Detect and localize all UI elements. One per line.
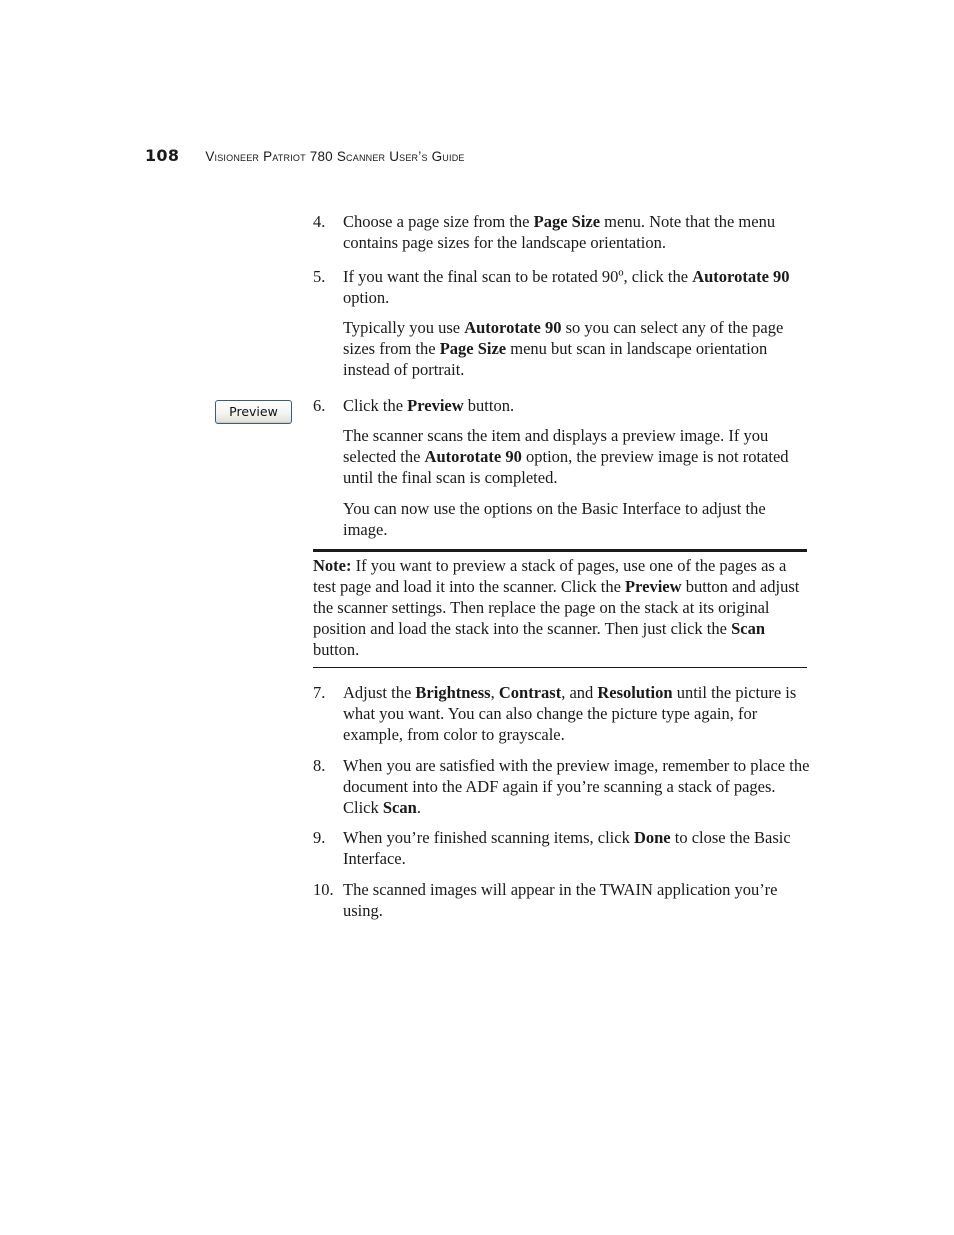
button-name: Scan	[382, 798, 417, 817]
option-name: Autorotate 90	[424, 447, 522, 466]
text-run: menu. Note that the menu contains page sizes for the landscape orientation.	[343, 212, 776, 252]
text-run: Choose a page size from the	[343, 212, 534, 231]
page-header	[145, 146, 465, 166]
list-item-step-8	[313, 755, 813, 818]
button-name: Scan	[731, 619, 765, 638]
option-name: Autorotate 90	[692, 267, 790, 286]
note-label: Note:	[313, 556, 352, 575]
step-number: 4.	[313, 212, 326, 231]
running-head: Visioneer Patriot 780 Scanner User’s Guide	[205, 149, 465, 164]
text-run: button.	[463, 396, 515, 415]
text-run: to close the Basic Interface.	[343, 828, 791, 868]
text-run: If you want to preview a stack of pages, use one of the pages as a test page and load it into the scanner. Click the	[313, 556, 787, 596]
text-run: .	[416, 798, 421, 817]
text-run: When you’re finished scanning items, click	[343, 828, 634, 847]
text-run: button and adjust the scanner settings. Then replace the page on the stack at its original position and load the stack into the scanner. Then just click the	[313, 577, 800, 638]
step-text	[343, 395, 813, 416]
step-6-explanation	[343, 425, 813, 488]
note-box	[313, 549, 807, 668]
step-number: 5.	[313, 267, 326, 286]
list-item-step-10	[313, 879, 813, 921]
menu-name: Page Size	[533, 212, 601, 231]
text-run: When you are satisfied with the preview image, remember to place the document into the ADF again if you’re scanning a stack of pages. Click	[343, 756, 810, 817]
text-run: until the picture is what you want. You can also change the picture type again, for example, from color to grayscale.	[343, 683, 797, 744]
step-number: 7.	[313, 683, 326, 702]
text-run: button.	[313, 640, 360, 659]
step-text	[343, 827, 813, 869]
step-5-explanation	[343, 317, 813, 380]
page-number: 108	[145, 146, 180, 165]
step-text	[343, 879, 813, 921]
step-text	[343, 266, 813, 308]
setting-name: Brightness	[415, 683, 491, 702]
list-item-step-7	[313, 682, 813, 745]
step-text	[343, 682, 813, 745]
setting-name: Contrast	[498, 683, 562, 702]
step-text	[343, 211, 813, 253]
list-item-step-9	[313, 827, 813, 869]
text-run: The scanned images will appear in the TWAIN application you’re using.	[343, 880, 778, 920]
text-run: , and	[561, 683, 598, 702]
step-number: 9.	[313, 828, 326, 847]
list-item-step-5	[313, 266, 813, 308]
step-number: 10.	[313, 880, 334, 899]
option-name: Autorotate 90	[464, 318, 562, 337]
text-run: If you want the final scan to be rotated 90º, click the	[343, 267, 693, 286]
button-name: Preview	[407, 396, 464, 415]
text-run: Typically you use	[343, 318, 465, 337]
text-run: ,	[490, 683, 499, 702]
text-run: menu but scan in landscape orientation instead of portrait.	[343, 339, 768, 379]
text-run: Click the	[343, 396, 408, 415]
step-number: 6.	[313, 396, 326, 415]
button-name: Preview	[625, 577, 682, 596]
text-run: option.	[343, 288, 390, 307]
preview-button[interactable]: Preview	[215, 400, 292, 424]
menu-name: Page Size	[439, 339, 507, 358]
text-run: The scanner scans the item and displays a preview image. If you selected the	[343, 426, 769, 466]
step-text	[343, 755, 813, 818]
text-run: so you can select any of the page sizes from the	[343, 318, 784, 358]
list-item-step-4	[313, 211, 813, 253]
text-run: Adjust the	[343, 683, 416, 702]
button-name: Done	[633, 828, 671, 847]
step-6-followup: You can now use the options on the Basic Interface to adjust the image.	[343, 499, 766, 539]
setting-name: Resolution	[597, 683, 673, 702]
text-run: option, the preview image is not rotated until the final scan is completed.	[343, 447, 789, 487]
step-number: 8.	[313, 756, 326, 775]
list-item-step-6	[313, 395, 813, 416]
